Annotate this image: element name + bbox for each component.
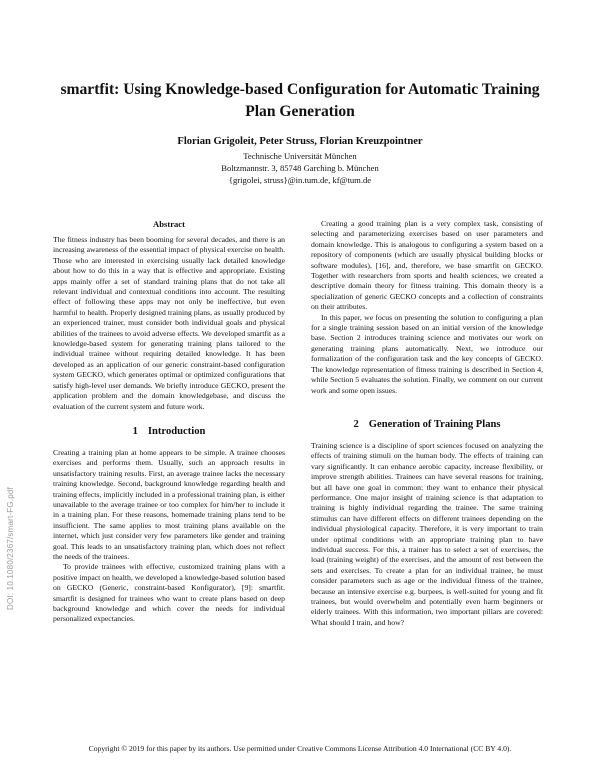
section-title: Generation of Training Plans [368, 418, 501, 430]
section-title: Introduction [147, 425, 206, 437]
abstract-text: The fitness industry has been booming for several decades, and there is an increasing awareness of the essential impact of physical exercise on health. Those who are interested in exercising usually lack detailed knowledge about how to do this in a way that is effective and appropriate. Existing apps mainly offer a set of standard training plans that do not take all relevant individual and contextual conditions into account. The resulting effect of following these apps may not only be ineffective, but even harmful to health. Properly designed training plans, as usually produced by an experienced trainer, must consider both individual goals and physical abilities of the trainees to avoid adverse effects. We developed smartfit as a knowledge-based system for generating training plans tailored to the individual trainee without requiring detailed knowledge. It has been developed as an application of our generic constraint-based configuration system GECKO, which generates optimal or optimized configurations that satisfy high-level user demands. We briefly introduce GECKO, present the application problem and the domain knowledgebase, and discuss the evaluation of the current system and future work. [53, 235, 285, 411]
section-1-heading [53, 425, 285, 439]
email: {grigolei, struss}@in.tum.de, kf@tum.de [228, 175, 372, 185]
address: Boltzmannstr. 3, 85748 Garching b. München [221, 163, 379, 173]
right-column [311, 219, 543, 628]
intro-paragraph-4: In this paper, we focus on presenting the solution to configuring a plan for a single training session based on an initial version of the knowledge base. Section 2 introduces training science and motivates our work on generating training plans automatically. Next, we introduce our formalization of the configuration task and the key concepts of GECKO. The knowledge representation of fitness training is described in Section 4, while Section 5 evaluates the solution. Finally, we comment on our current work and some open issues. [311, 312, 543, 395]
copyright-footer: Copyright © 2019 for this paper by its authors. Use permitted under Creative Commons License Attribution 4.0 International (CC BY 4.0). [88, 744, 512, 753]
authors: Florian Grigoleit, Peter Struss, Florian Kreuzpointner [177, 136, 423, 147]
left-column [53, 219, 285, 625]
intro-paragraph-3: Creating a good training plan is a very complex task, consisting of selecting and parameterizing exercises based on user parameters and domain knowledge. This is analogous to configuring a system based on a repository of components (which are usually physical building blocks or software modules), [16], and, therefore, we base smartfit on GECKO. Together with researchers from sports and health sciences, we created a descriptive domain theory for fitness training. This domain theory is a specialization of generic GECKO concepts and a collection of constraints on their attributes. [311, 219, 543, 312]
section-2-paragraph: Training science is a discipline of sport sciences focused on analyzing the effects of training stimuli on the human body. The effects of training can vary significantly. It can enhance aerobic capacity, increase flexibility, or improve strength abilities. Trainees can have several reasons for training, but all have one goal in common: they want to enhance their physical performance. One major insight of training science is that adaptation to training is highly individual regarding the trainee. The same training stimulus can have different effects on different trainees depending on the individual physiological capacity. Therefore, it is very important to train under optimal conditions with an appropriate training plan to have individual success. For this, a trainer has to select a set of exercises, the load (training weight) of the exercises, and the amount of rest between the sets and exercises. To create a plan for an individual trainee, he must consider parameters such as age or the individual fitness of the trainee, because an intensive exercise e.g. burpees, is well-suited for young and fit trainees, but would overwhelm and potentially even harm beginners or elderly trainees. With this information, two important pillars are covered: What should I train, and how? [311, 440, 543, 627]
paper-title [40, 79, 560, 123]
institution: Technische Universität München [243, 151, 357, 161]
sidebar-identifier: DOI: 10.1080/2367/smart-FG.pdf [6, 487, 15, 610]
title-line-2: Plan Generation [245, 103, 355, 120]
section-2-heading [311, 418, 543, 432]
intro-paragraph-2: To provide trainees with effective, customized training plans with a positive impact on health, we developed a knowledge-based solution based on GECKO (Generic, constraint-based Konfigurator), [9]: smartfit. smartfit is designed for trainees who want to create plans based on deep background knowledge and which cover the needs for individual personalized expectancies. [53, 562, 285, 624]
intro-paragraph-1: Creating a training plan at home appears to be simple. A trainee chooses exercises and performs them. Usually, such an approach results in unsatisfactory training results. First, an average trainee lacks the necessary training knowledge. Second, background knowledge regarding health and training effects, implicitly included in a professional training plan, is either unavailable to the average trainee or too complex for him/her to include it in a training plan. For these reasons, homemade training plans tend to be insufficient. The same applies to most training plans available on the internet, which just consider very few parameters like gender and training goal. This leads to an unsatisfactory training plan, which does not reflect the needs of the trainees. [53, 447, 285, 561]
abstract-heading: Abstract [153, 219, 185, 229]
section-number: 2 [353, 418, 359, 430]
section-number: 1 [132, 425, 138, 437]
affiliation [40, 150, 560, 186]
title-line-1: smartfit: Using Knowledge-based Configuration for Automatic Training [60, 81, 540, 98]
